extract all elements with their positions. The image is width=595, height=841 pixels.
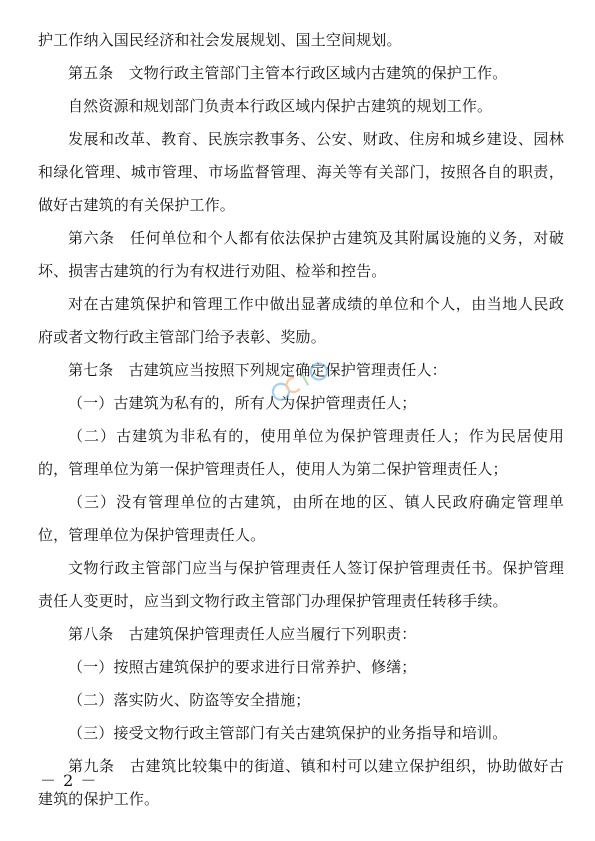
article-8-item-3: （三）接受文物行政主管部门有关古建筑保护的业务指导和培训。 xyxy=(68,724,508,742)
paragraph-departments: 发展和改革、教育、民族宗教事务、公安、财政、住房和城乡建设、园林和绿化管理、城市管理、市场监督管理、海关等有关部门，按照各自的职责，做好古建筑的有关保护工作。 xyxy=(38,130,564,214)
article-8: 第八条 古建筑保护管理责任人应当履行下列职责： xyxy=(68,625,417,643)
page-number: － 2 － xyxy=(40,771,98,790)
article-8-item-2: （二）落实防火、防盗等安全措施； xyxy=(68,691,311,709)
article-7-item-1: （一）古建筑为私有的，所有人为保护管理责任人； xyxy=(68,394,417,412)
article-7: 第七条 古建筑应当按照下列规定确定保护管理责任人： xyxy=(68,361,447,379)
article-7-item-3: （三）没有管理单位的古建筑，由所在地的区、镇人民政府确定管理单位，管理单位为保护管理责任人。 xyxy=(38,493,564,544)
paragraph-responsibility-letter: 文物行政主管部门应当与保护管理责任人签订保护管理责任书。保护管理责任人变更时，应当到文物行政主管部门办理保护管理责任转移手续。 xyxy=(38,559,564,610)
article-7-item-2: （二）古建筑为非私有的，使用单位为保护管理责任人；作为民居使用的，管理单位为第一保护管理责任人，使用人为第二保护管理责任人； xyxy=(38,427,564,478)
paragraph-continuation: 护工作纳入国民经济和社会发展规划、国土空间规划。 xyxy=(38,31,402,49)
article-5: 第五条 文物行政主管部门主管本行政区域内古建筑的保护工作。 xyxy=(68,64,508,82)
article-6: 第六条 任何单位和个人都有依法保护古建筑及其附属设施的义务，对破坏、损害古建筑的行为有权进行劝阻、检举和控告。 xyxy=(38,229,564,280)
article-8-item-1: （一）按照古建筑保护的要求进行日常养护、修缮； xyxy=(68,658,417,676)
paragraph-planning: 自然资源和规划部门负责本行政区域内保护古建筑的规划工作。 xyxy=(68,97,493,115)
article-9: 第九条 古建筑比较集中的街道、镇和村可以建立保护组织，协助做好古建筑的保护工作。 xyxy=(38,757,564,808)
paragraph-commendation: 对在古建筑保护和管理工作中做出显著成绩的单位和个人，由当地人民政府或者文物行政主管部门给予表彰、奖励。 xyxy=(38,295,564,346)
document-body xyxy=(38,24,564,816)
